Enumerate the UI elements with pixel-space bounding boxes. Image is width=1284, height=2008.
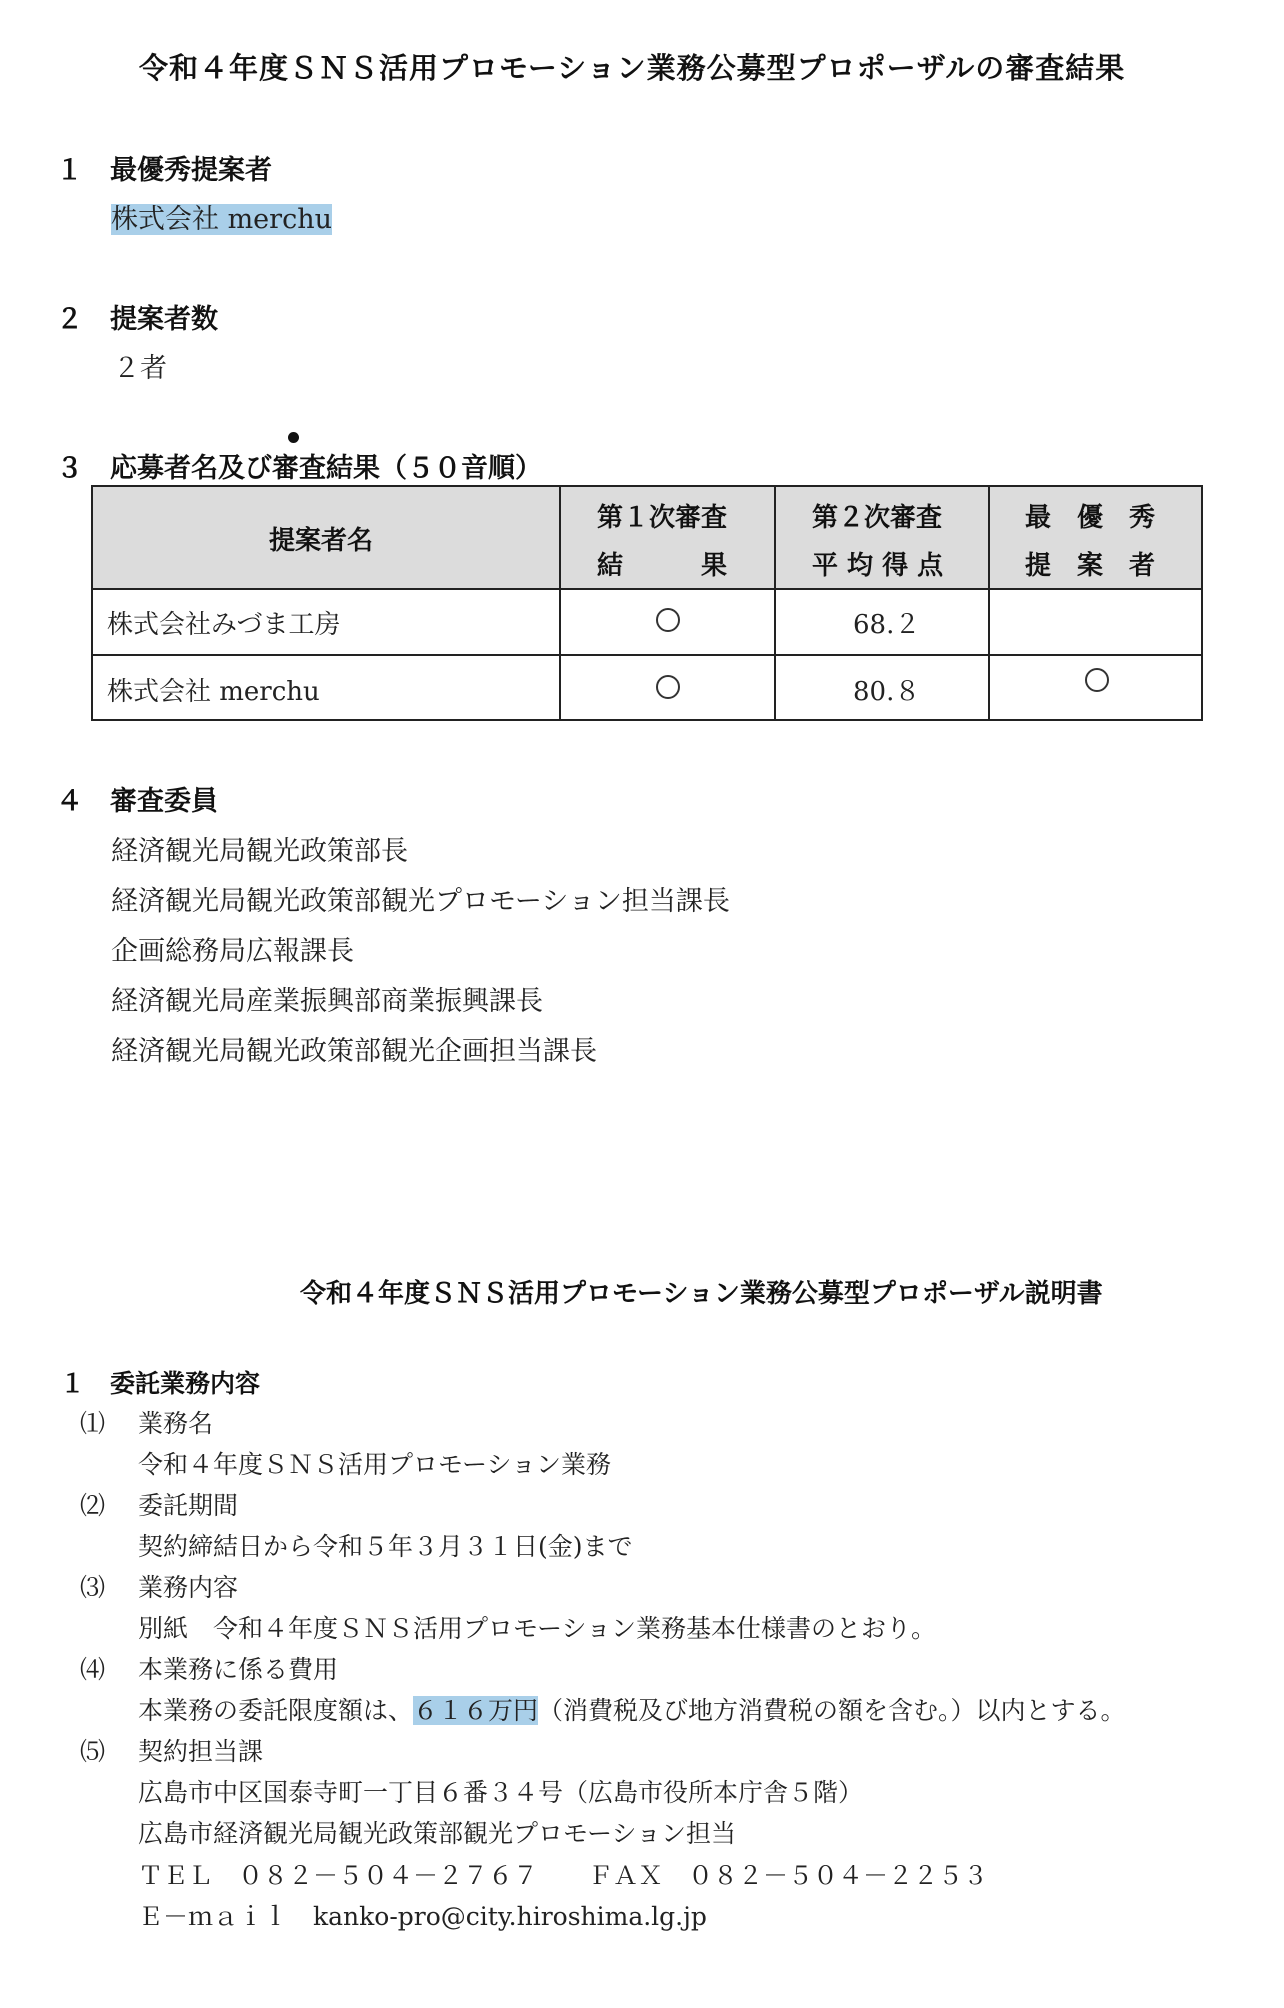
header-first-review-line2: 結 果 bbox=[597, 551, 728, 581]
row2-best-mark bbox=[1085, 668, 1109, 692]
item-label-business-name: 業務名 bbox=[138, 1409, 214, 1438]
header-best-line1: 最 優 秀 bbox=[1025, 503, 1156, 533]
section-committee-heading: ４ 審査委員 bbox=[56, 786, 218, 817]
period-value: 契約締結日から令和５年３月３１日(金)まで bbox=[138, 1532, 633, 1561]
item-label-contract-section: 契約担当課 bbox=[138, 1737, 264, 1766]
cost-value: 本業務の委託限度額は、６１６万円（消費税及び地方消費税の額を含む。）以内とする。 bbox=[138, 1696, 1126, 1725]
business-content-value: 別紙 令和４年度ＳＮＳ活用プロモーション業務基本仕様書のとおり。 bbox=[138, 1614, 937, 1643]
row2-first-pass-mark bbox=[656, 675, 680, 699]
col-divider bbox=[559, 487, 561, 719]
header-proposer-name: 提案者名 bbox=[269, 526, 374, 556]
header-first-review-line1: 第１次審査 bbox=[597, 503, 728, 533]
item-label-business-content: 業務内容 bbox=[138, 1573, 239, 1602]
row2-score: 80.８ bbox=[853, 677, 921, 707]
bullet-dot bbox=[288, 432, 299, 443]
proposer-count: ２者 bbox=[113, 353, 167, 384]
row1-first-pass-mark bbox=[656, 608, 680, 632]
item-number: ⑷ bbox=[80, 1655, 106, 1684]
contract-department: 広島市経済観光局観光政策部観光プロモーション担当 bbox=[138, 1819, 737, 1848]
results-table bbox=[91, 485, 1203, 721]
best-proposer-name: 株式会社 merchu bbox=[111, 204, 332, 235]
item-label-period: 委託期間 bbox=[138, 1491, 239, 1520]
table-row bbox=[93, 588, 1201, 656]
section-best-proposer-heading: １ 最優秀提案者 bbox=[56, 155, 272, 186]
business-name-value: 令和４年度ＳＮＳ活用プロモーション業務 bbox=[138, 1450, 612, 1479]
header-second-review-line1: 第２次審査 bbox=[812, 503, 943, 533]
committee-member: 経済観光局産業振興部商業振興課長 bbox=[111, 986, 543, 1017]
explanation-title: 令和４年度ＳＮＳ活用プロモーション業務公募型プロポーザル説明書 bbox=[300, 1279, 1103, 1309]
committee-member: 経済観光局観光政策部観光プロモーション担当課長 bbox=[111, 886, 730, 917]
section-contract-content-heading: １ 委託業務内容 bbox=[60, 1369, 261, 1398]
committee-member: 企画総務局広報課長 bbox=[111, 936, 354, 967]
section-proposer-count-heading: ２ 提案者数 bbox=[56, 304, 218, 335]
row1-score: 68.２ bbox=[853, 610, 921, 640]
item-number: ⑸ bbox=[80, 1737, 106, 1766]
item-number: ⑴ bbox=[80, 1409, 106, 1438]
col-divider bbox=[774, 487, 776, 719]
committee-member: 経済観光局観光政策部観光企画担当課長 bbox=[111, 1036, 597, 1067]
header-second-review-line2: 平 均 得 点 bbox=[812, 551, 944, 581]
contract-email: Ｅ－ｍａｉｌ kanko-pro@city.hiroshima.lg.jp bbox=[138, 1902, 707, 1931]
item-number: ⑵ bbox=[80, 1491, 106, 1520]
contract-phone-fax: ＴＥＬ ０８２－５０４－２７６７ ＦＡＸ ０８２－５０４－２２５３ bbox=[138, 1861, 989, 1890]
result-title: 令和４年度ＳＮＳ活用プロモーション業務公募型プロポーザルの審査結果 bbox=[139, 51, 1126, 85]
item-label-cost: 本業務に係る費用 bbox=[138, 1655, 339, 1684]
col-divider bbox=[988, 487, 990, 719]
section-results-heading: ３ 応募者名及び審査結果（５０音順） bbox=[56, 453, 542, 484]
row2-name: 株式会社 merchu bbox=[107, 677, 320, 707]
contract-address: 広島市中区国泰寺町一丁目６番３４号（広島市役所本庁舎５階） bbox=[138, 1778, 864, 1807]
committee-member: 経済観光局観光政策部長 bbox=[111, 836, 408, 867]
header-best-line2: 提 案 者 bbox=[1025, 551, 1156, 581]
row1-name: 株式会社みづま工房 bbox=[107, 610, 341, 640]
item-number: ⑶ bbox=[80, 1573, 106, 1602]
table-header-row bbox=[93, 487, 1201, 590]
table-row bbox=[93, 654, 1201, 721]
